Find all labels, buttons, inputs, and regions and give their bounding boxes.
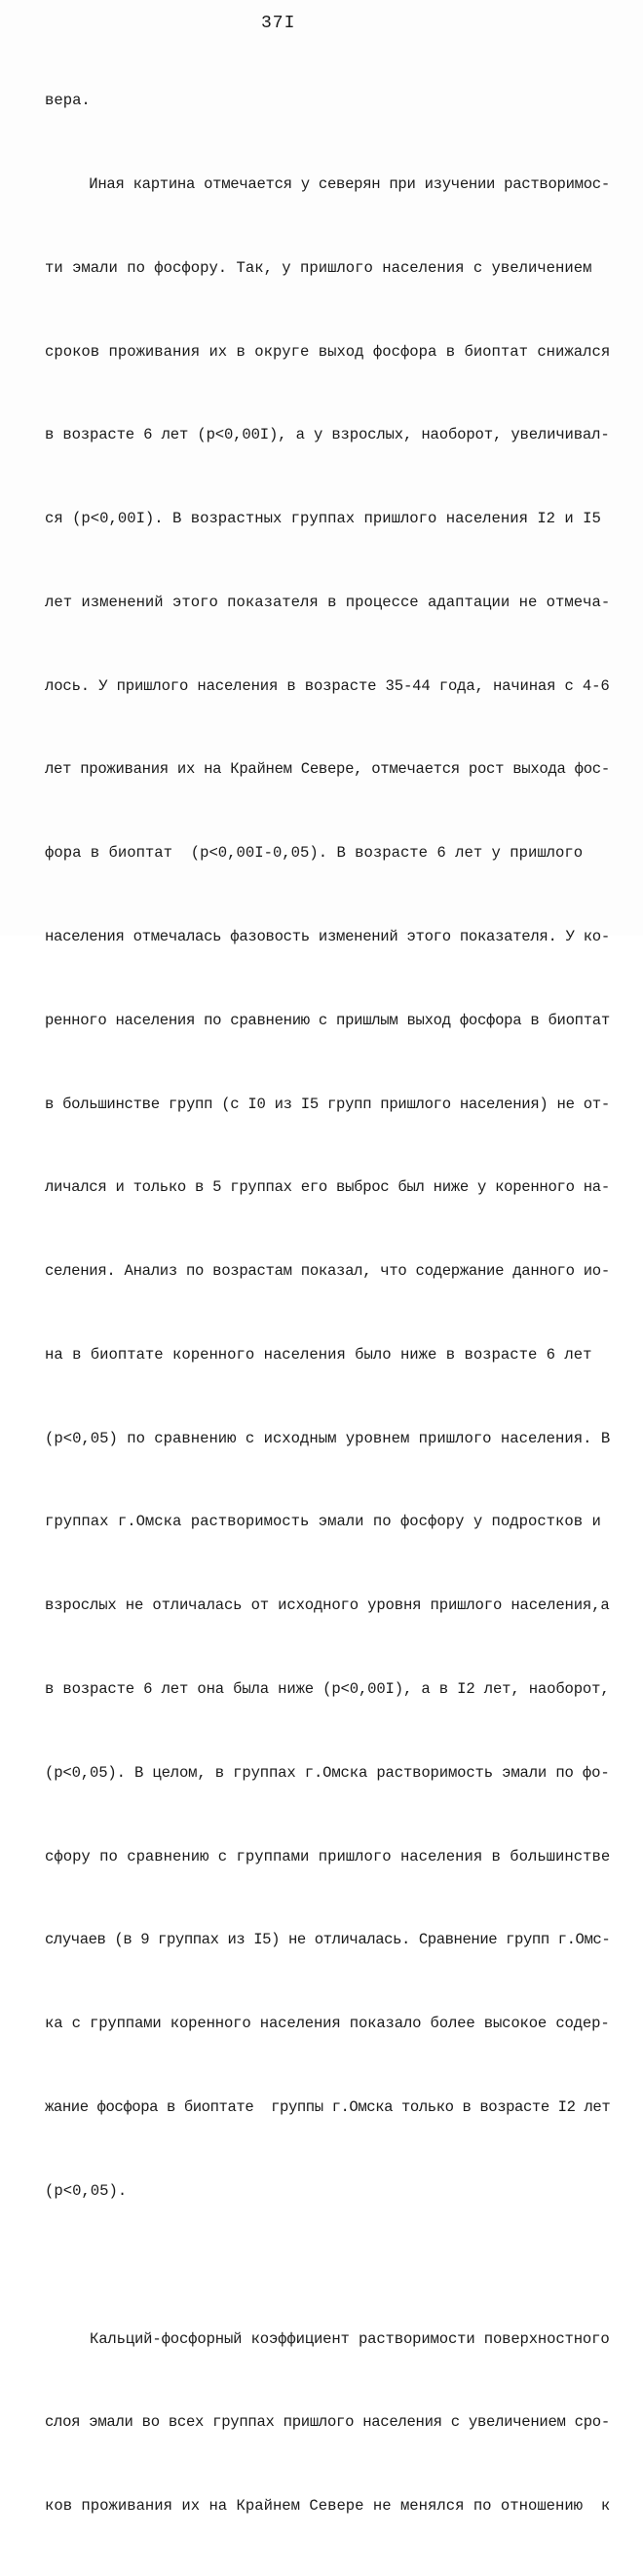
paragraph-gap [45,2261,610,2270]
text-line: лет проживания их на Крайнем Севере, отмечается рост выхода фос- [45,760,610,779]
text-line: группах г.Омска растворимость эмали по фосфору у подростков и [45,1513,601,1531]
text-line: Кальций-фосфорный коэффициент растворимости поверхностного [45,2329,610,2348]
text-line: (p<0,05) по сравнению с исходным уровнем пришлого населения. В [45,1429,611,1447]
page-number: 37I [261,14,296,33]
text-line: фора в биоптат (p<0,00I-0,05). В возрасте 6 лет у пришлого [45,844,584,863]
text-line: сроков проживания их в округе выход фосфора в биоптат снижался [45,342,611,361]
text-line: жание фосфора в биоптате группы г.Омска только в возрасте I2 лет [45,2097,611,2116]
text-line: взрослых не отличалась от исходного уровня пришлого населения,а [45,1596,610,1615]
text-line: вера. [45,92,91,110]
text-line: в возрасте 6 лет (p<0,00I), а у взрослых, наоборот, увеличивал- [45,426,610,444]
text-line: лет изменений этого показателя в процессе адаптации не отмеча- [45,593,611,611]
text-line: сфору по сравнению с группами пришлого населения в большинстве [45,1847,611,1865]
text-line: в возрасте 6 лет она была ниже (p<0,00I), а в I2 лет, наоборот, [45,1680,610,1699]
text-line: населения отмечалась фазовость изменений этого показателя. У ко- [45,928,610,945]
text-line: ти эмали по фосфору. Так, у пришлого населения с увеличением [45,258,592,277]
text-line: личался и только в 5 группах его выброс был ниже у коренного на- [45,1178,610,1197]
text-line: ся (p<0,00I). В возрастных группах пришлого населения I2 и I5 [45,510,601,528]
text-line: селения. Анализ по возрастам показал, что содержание данного ио- [45,1262,610,1281]
text-line: лось. У пришлого населения в возрасте 35-44 года, начиная с 4-6 [45,676,610,695]
text-line: (p<0,05). [45,2181,128,2200]
body-text [45,31,610,2576]
text-line: случаев (в 9 группах из I5) не отличалась. Сравнение групп г.Омс- [45,1931,611,1949]
text-line: (p<0,05). В целом, в группах г.Омска растворимость эмали по фо- [45,1763,610,1782]
text-line: Иная картина отмечается у северян при изучении растворимос- [45,174,610,193]
text-line: ренного населения по сравнению с пришлым выход фосфора в биоптат [45,1011,610,1029]
text-line: ков проживания их на Крайнем Севере не менялся по отношению к [45,2497,611,2516]
text-line: в большинстве групп (с I0 из I5 групп пришлого населения) не от- [45,1095,610,1113]
text-line: слоя эмали во всех группах пришлого населения с увеличением сро- [45,2413,610,2432]
text-line: на в биоптате коренного населения было ниже в возрасте 6 лет [45,1345,592,1364]
text-line: ка с группами коренного населения показало более высокое содер- [45,2015,610,2033]
